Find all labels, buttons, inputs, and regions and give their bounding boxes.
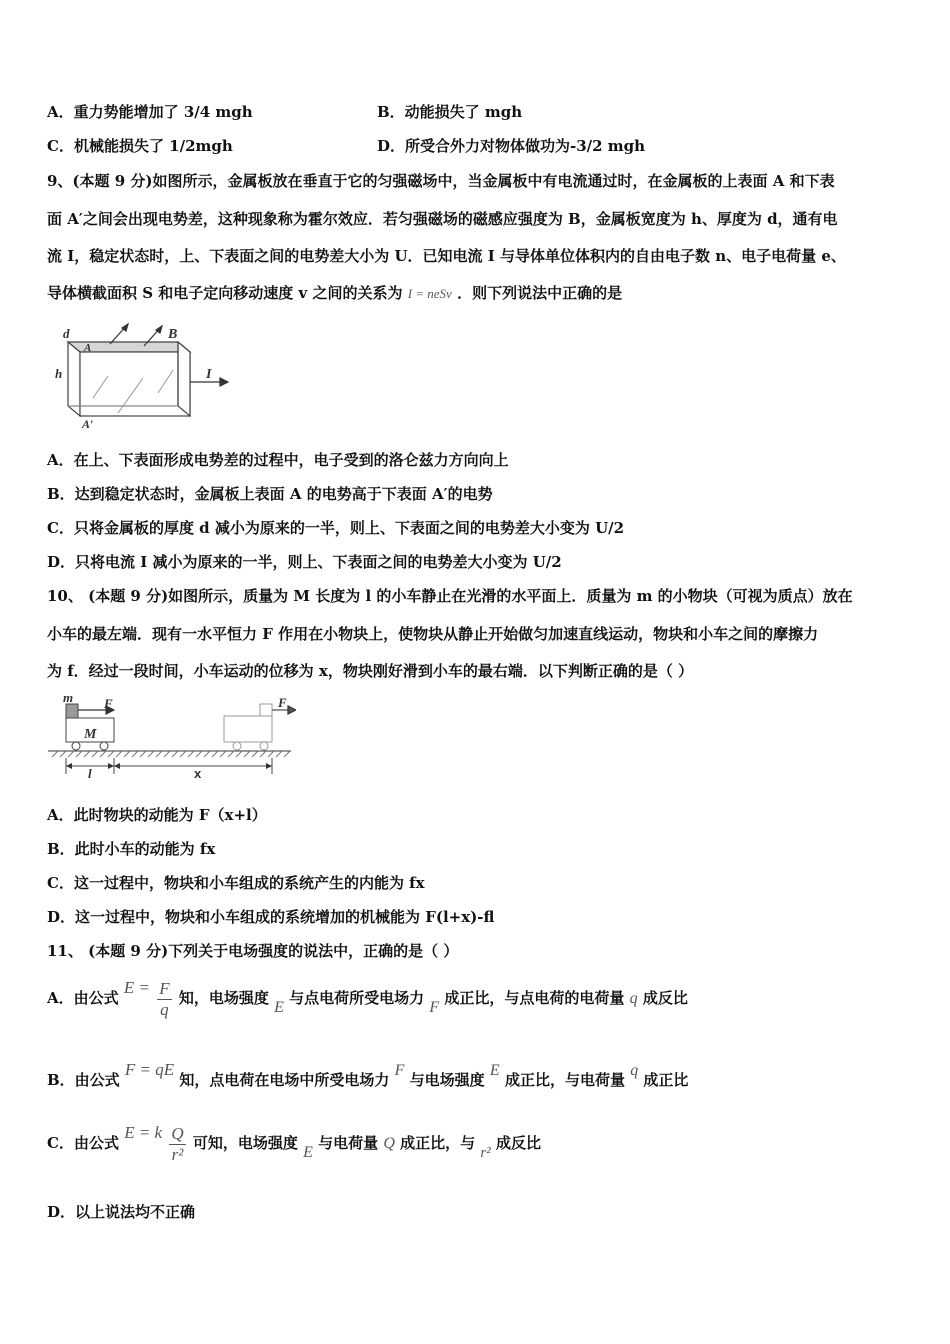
plate-side-face — [178, 342, 190, 416]
q11-option-a-numerator: F — [159, 978, 170, 998]
q11-option-c-symbol-r2: r² — [480, 1145, 491, 1161]
q11-option-a-symbol-q: q — [629, 990, 638, 1007]
q11-option-b-text1: 知，点电荷在电场中所受电场力 — [179, 1071, 390, 1089]
q11-option-c-numerator: Q — [171, 1123, 184, 1143]
wheel — [100, 742, 108, 750]
q10-option-b: B．此时小车的动能为 fx — [47, 840, 216, 858]
q9-option-b: B．达到稳定状态时，金属板上表面 A 的电势高于下表面 A′的电势 — [47, 485, 493, 503]
q9-option-d: D．只将电流 I 减小为原来的一半，则上、下表面之间的电势差大小变为 U/2 — [47, 553, 562, 571]
q11-option-c — [47, 1121, 541, 1166]
q11-option-c-label: C．由公式 — [47, 1134, 119, 1152]
q9-stem-line3: 流 I，稳定状态时，上、下表面之间的电势差大小为 U．已知电流 I 与导体单位体积内的自由电子数 n、电子电荷量 e、 — [47, 247, 846, 265]
q10-option-d: D．这一过程中，物块和小车组成的系统增加的机械能为 F(l+x)-fl — [47, 908, 495, 926]
cart-figure — [46, 690, 296, 782]
q10-option-c: C．这一过程中，物块和小车组成的系统产生的内能为 fx — [47, 874, 425, 892]
label-l: l — [88, 766, 92, 781]
q11-option-a-denominator: q — [160, 999, 169, 1019]
q11-option-a — [47, 976, 688, 1021]
label-m: m — [63, 690, 74, 705]
block-m-final — [260, 704, 272, 716]
label-a-prime: A′ — [82, 417, 94, 428]
q11-option-a-label: A．由公式 — [47, 989, 119, 1007]
q8-option-c: C．机械能损失了 1/2mgh — [47, 137, 233, 155]
label-f-final: F — [278, 695, 287, 710]
q11-option-d: D．以上说法均不正确 — [47, 1203, 196, 1221]
q11-option-b-text4: 成正比 — [643, 1071, 689, 1089]
q11-stem: 11、 (本题 9 分)下列关于电场强度的说法中，正确的是（ ） — [47, 942, 459, 960]
hall-effect-figure — [48, 318, 238, 428]
label-a: A — [84, 342, 92, 354]
q11-option-a-fraction — [157, 979, 171, 1020]
q11-option-c-text2: 与电荷量 — [318, 1134, 379, 1152]
label-i: I — [206, 367, 212, 382]
q11-option-a-symbol-f: F — [429, 999, 440, 1016]
plate-front-face — [68, 342, 80, 416]
label-b: B — [168, 327, 178, 342]
q11-option-c-text4: 成反比 — [495, 1134, 541, 1152]
wheel — [260, 742, 268, 750]
wheel — [72, 742, 80, 750]
q11-option-b-label: B．由公式 — [47, 1071, 120, 1089]
cart-m-final — [224, 716, 272, 742]
q9-stem-line4-end: ．则下列说法中正确的是 — [457, 284, 623, 302]
label-f-initial: F — [104, 696, 113, 711]
q8-option-d: D．所受合外力对物体做功为-3/2 mgh — [377, 137, 646, 155]
ground-hatching — [52, 751, 290, 757]
q9-stem-line4-text: 导体横截面积 S 和电子定向移动速度 v 之间的关系为 — [47, 284, 403, 302]
q11-option-a-text4: 成反比 — [642, 989, 688, 1007]
q11-option-a-lhs: E = — [123, 978, 150, 997]
q11-option-b-text2: 与电场强度 — [409, 1071, 485, 1089]
q11-option-a-text2: 与点电荷所受电场力 — [289, 989, 425, 1007]
q9-stem-line4 — [47, 283, 622, 304]
label-x: x — [194, 766, 202, 781]
wheel — [233, 742, 241, 750]
q11-option-b-symbol-f: F — [394, 1062, 405, 1079]
q11-option-a-text1: 知，电场强度 — [178, 989, 269, 1007]
label-d: d — [63, 326, 70, 341]
q11-option-c-denominator: r² — [171, 1144, 184, 1164]
q11-option-c-symbol-q: Q — [383, 1135, 395, 1152]
q11-option-b-text3: 成正比，与电荷量 — [504, 1071, 625, 1089]
q8-option-a: A．重力势能增加了 3/4 mgh — [47, 103, 253, 121]
q11-option-b-formula: F = qE — [124, 1060, 175, 1079]
q10-option-a: A．此时物块的动能为 F（x+l） — [47, 806, 267, 824]
block-m — [66, 704, 78, 718]
q9-option-a: A．在上、下表面形成电势差的过程中，电子受到的洛仑兹力方向向上 — [47, 451, 509, 469]
label-cart-mass: M — [84, 727, 97, 742]
q8-option-b: B．动能损失了 mgh — [377, 103, 523, 121]
q9-relation-formula: I = neSv — [407, 286, 452, 301]
q10-stem-line2: 小车的最左端．现有一水平恒力 F 作用在小物块上，使物块从静止开始做匀加速直线运动，物块和小车之间的摩擦力 — [47, 625, 819, 643]
q11-option-c-fraction — [169, 1124, 185, 1165]
q10-stem-line3: 为 f．经过一段时间，小车运动的位移为 x，物块刚好滑到小车的最右端．以下判断正确的是（ ） — [47, 662, 694, 680]
q11-option-b-symbol-q: q — [630, 1062, 639, 1079]
q11-option-a-text3: 成正比，与点电荷的电荷量 — [444, 989, 625, 1007]
q9-option-c: C．只将金属板的厚度 d 减小为原来的一半，则上、下表面之间的电势差大小变为 U/2 — [47, 519, 625, 537]
q11-option-c-text1: 可知，电场强度 — [192, 1134, 298, 1152]
q9-stem-line2: 面 A′之间会出现电势差，这种现象称为霍尔效应．若匀强磁场的磁感应强度为 B，金属板宽度为 h、厚度为 d，通有电 — [47, 210, 838, 228]
q11-option-c-symbol-e: E — [303, 1144, 313, 1161]
label-h: h — [55, 366, 63, 381]
q11-option-b — [47, 1060, 688, 1101]
q11-option-c-lhs: E = k — [124, 1123, 163, 1142]
q10-stem-line1: 10、 (本题 9 分)如图所示，质量为 M 长度为 l 的小车静止在光滑的水平面上．质量为 m 的小物块（可视为质点）放在 — [47, 587, 853, 605]
q11-option-a-symbol-e: E — [274, 999, 284, 1016]
q11-option-c-text3: 成正比，与 — [400, 1134, 476, 1152]
q11-option-b-symbol-e: E — [489, 1062, 500, 1079]
q9-stem-line1: 9、(本题 9 分)如图所示，金属板放在垂直于它的匀强磁场中，当金属板中有电流通过时，在金属板的上表面 A 和下表 — [47, 172, 835, 190]
